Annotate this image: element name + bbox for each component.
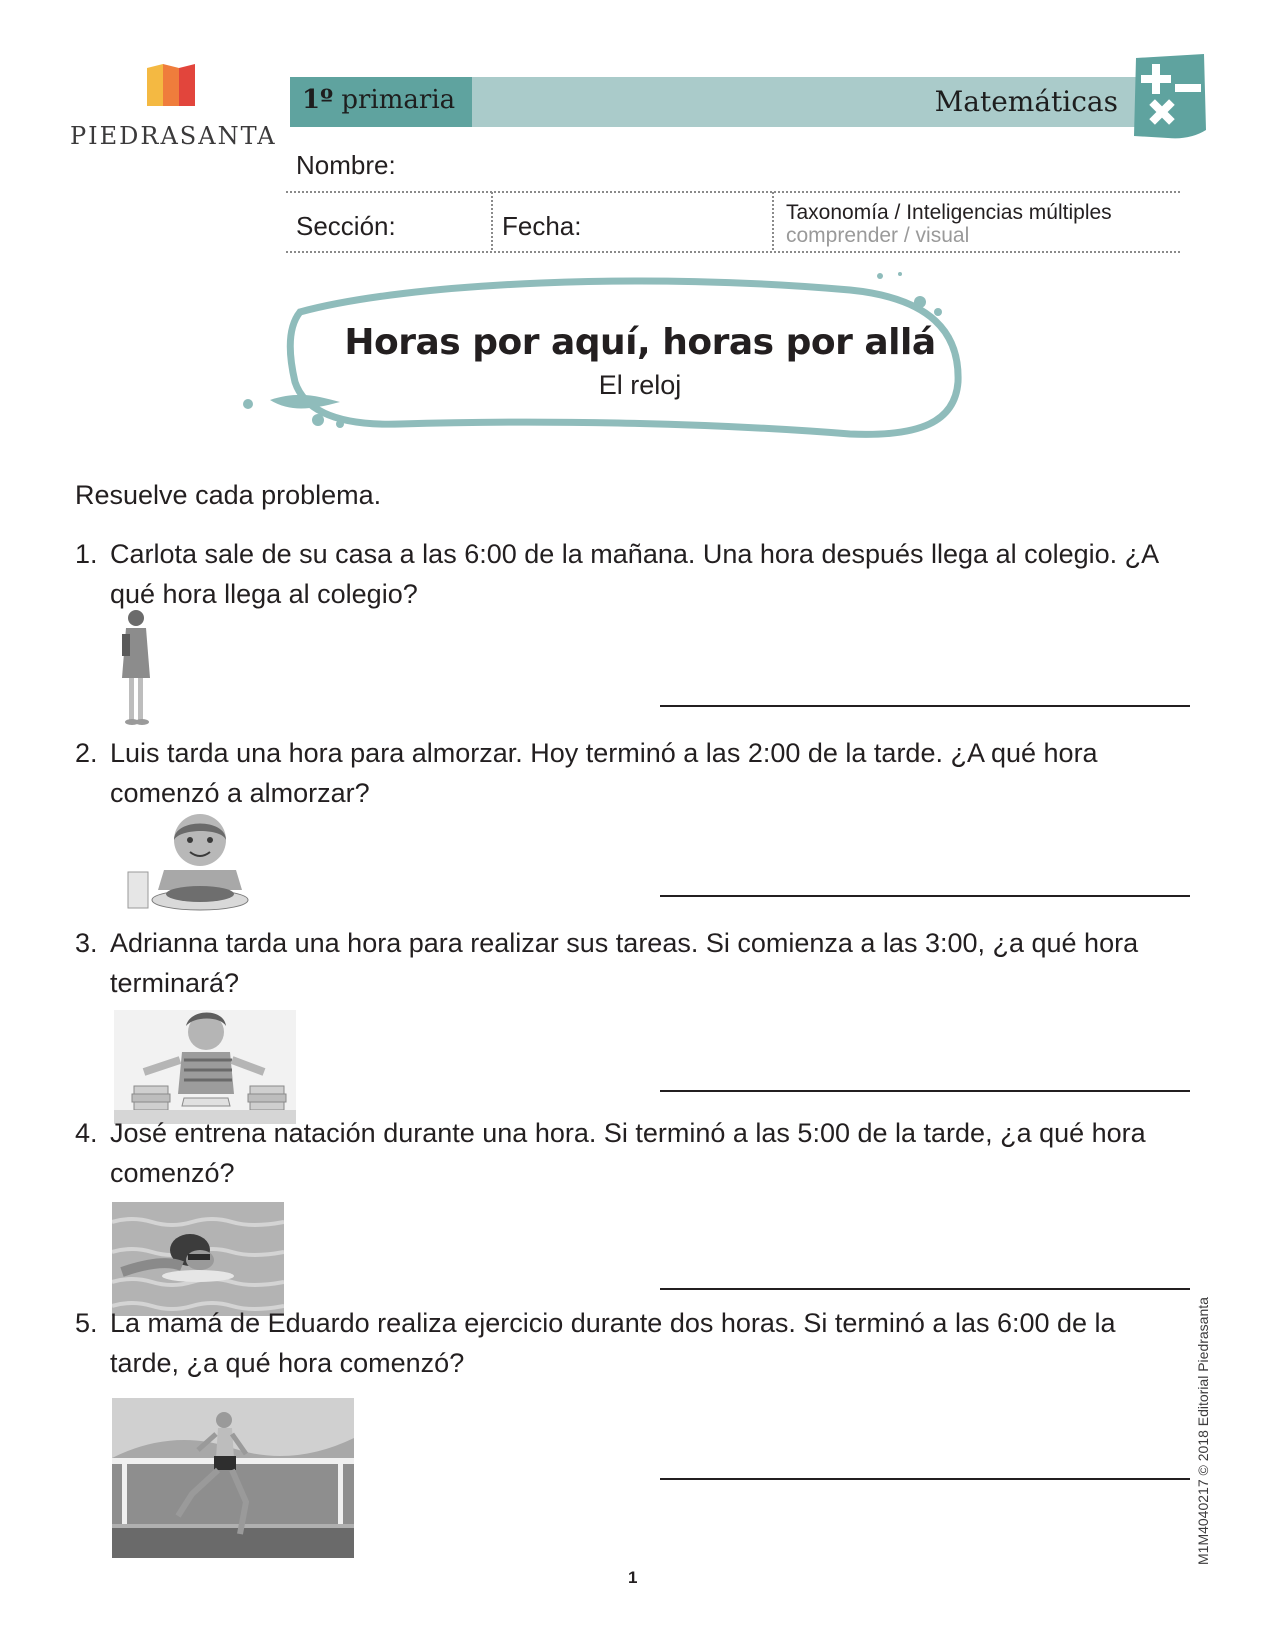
problem-2 [75, 733, 1185, 813]
swimmer-photo-icon [112, 1202, 284, 1316]
problem-4 [75, 1113, 1185, 1193]
problem-text-line1: José entrena natación durante una hora. Si terminó a las 5:00 de la tarde, ¿a qué hora [110, 1118, 1146, 1148]
divider [286, 251, 1180, 253]
name-label: Nombre: [296, 150, 396, 180]
problem-3 [75, 923, 1185, 1003]
divider [491, 192, 493, 250]
books-logo-icon [145, 62, 197, 110]
problem-text-line1: Adrianna tarda una hora para realizar sus tareas. Si comienza a las 3:00, ¿a qué hora [110, 928, 1139, 958]
problem-5 [75, 1303, 1185, 1383]
problem-number: 1. [75, 539, 98, 569]
grade-label [302, 85, 455, 115]
answer-line[interactable] [660, 1478, 1190, 1480]
copyright-code: M1M4040217 © 2018 Editorial Piedrasanta [1195, 1297, 1211, 1565]
problem-text-line1: Carlota sale de su casa a las 6:00 de la mañana. Una hora después llega al colegio. ¿A [110, 539, 1160, 569]
date-label: Fecha: [502, 211, 582, 241]
woman-running-photo-icon [112, 1398, 354, 1558]
grade-band [290, 77, 472, 127]
problem-number: 4. [75, 1118, 98, 1148]
problem-text-line2: comenzó a almorzar? [110, 778, 370, 808]
problem-text-line2: comenzó? [110, 1158, 235, 1188]
problem-text-line2: terminará? [110, 968, 240, 998]
divider [286, 191, 1180, 193]
subject-band [472, 77, 1160, 127]
girl-with-books-photo-icon [114, 1010, 296, 1124]
worksheet-subtitle: El reloj [598, 370, 682, 400]
answer-line[interactable] [660, 1288, 1190, 1290]
taxonomy-value: comprender / visual [786, 224, 970, 247]
section-label: Sección: [296, 211, 396, 241]
brand-name: PIEDRASANTA [70, 122, 277, 150]
taxonomy-label: Taxonomía / Inteligencias múltiples [786, 201, 1112, 224]
publisher-logo [70, 62, 280, 152]
problem-text-line1: La mamá de Eduardo realiza ejercicio durante dos horas. Si terminó a las 6:00 de la [110, 1308, 1116, 1338]
answer-line[interactable] [660, 895, 1190, 897]
child-with-sandwich-photo-icon [124, 810, 254, 916]
subject-label: Matemáticas [934, 85, 1118, 118]
answer-line[interactable] [660, 1090, 1190, 1092]
divider [772, 192, 774, 250]
problem-number: 5. [75, 1308, 98, 1338]
instruction: Resuelve cada problema. [75, 480, 382, 510]
grade-number: 1º [302, 85, 334, 115]
answer-line[interactable] [660, 705, 1190, 707]
girl-walking-photo-icon [114, 608, 156, 728]
page-number: 1 [628, 1568, 638, 1587]
problem-number: 2. [75, 738, 98, 768]
math-operations-icon [1130, 54, 1208, 140]
grade-text: primaria [341, 85, 456, 115]
problem-1 [75, 534, 1185, 614]
worksheet-title: Horas por aquí, horas por allá [344, 322, 936, 363]
problem-text-line2: tarde, ¿a qué hora comenzó? [110, 1348, 465, 1378]
problem-text-line2: qué hora llega al colegio? [110, 579, 418, 609]
problem-text-line1: Luis tarda una hora para almorzar. Hoy terminó a las 2:00 de la tarde. ¿A qué hora [110, 738, 1098, 768]
problem-number: 3. [75, 928, 98, 958]
